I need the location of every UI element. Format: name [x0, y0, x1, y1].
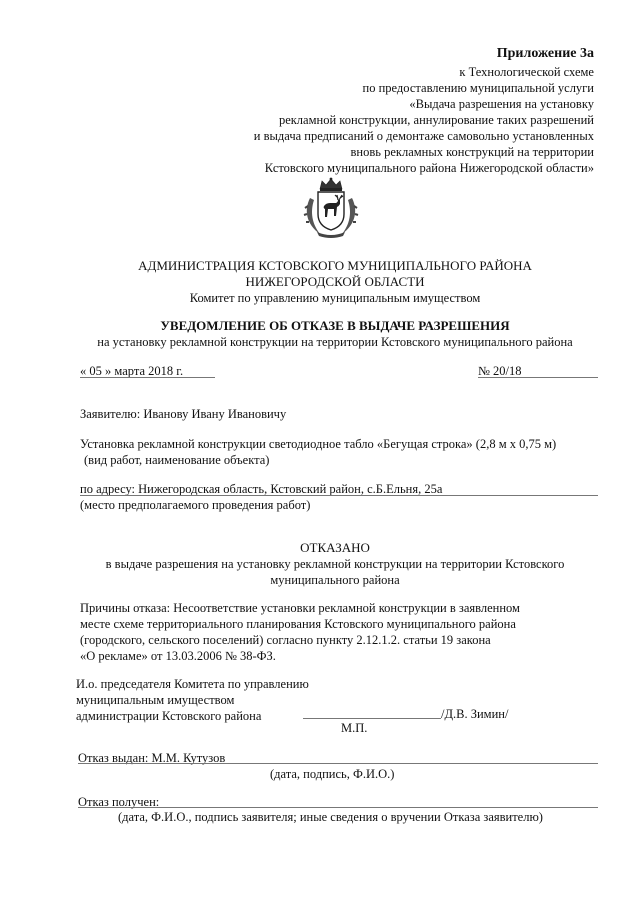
address: по адресу: Нижегородская область, Кстовский район, с.Б.Ельня, 25а [80, 482, 443, 496]
appendix-title: Приложение 3а [496, 46, 594, 61]
appendix-line: вновь рекламных конструкций на территории [350, 145, 594, 159]
address-caption: (место предполагаемого проведения работ) [80, 498, 311, 512]
org-name-line1: АДМИНИСТРАЦИЯ КСТОВСКОГО МУНИЦИПАЛЬНОГО РАЙОНА [138, 258, 532, 273]
notice-date: « 05 » марта 2018 г. [80, 364, 184, 378]
signatory-line: администрации Кстовского района [76, 709, 262, 723]
issued-by: Отказ выдан: М.М. Кутузов [78, 751, 226, 765]
appendix-line: рекламной конструкции, аннулирование таких разрешений [278, 113, 594, 127]
received-by: Отказ получен: [78, 795, 160, 809]
appendix-line: к Технологической схеме [459, 65, 594, 79]
appendix-line: и выдача предписаний о демонтаже самовольно установленных [253, 129, 594, 143]
signature-name: /Д.В. Зимин/ [441, 707, 509, 721]
notice-subtitle: на установку рекламной конструкции на территории Кстовского муниципального района [97, 335, 573, 349]
decision-word: ОТКАЗАНО [300, 540, 370, 555]
decision-line2: муниципального района [270, 573, 400, 587]
reason-line: Причины отказа: Несоответствие установки рекламной конструкции в заявленном [80, 601, 520, 615]
notice-number: № 20/18 [478, 364, 522, 378]
received-underline [78, 807, 598, 808]
org-name-line2: НИЖЕГОРОДСКОЙ ОБЛАСТИ [245, 274, 425, 289]
applicant: Заявителю: Иванову Ивану Ивановичу [80, 407, 287, 421]
date-underline [80, 377, 215, 378]
received-caption: (дата, Ф.И.О., подпись заявителя; иные сведения о вручении Отказа заявителю) [118, 810, 543, 824]
signatory-line: И.о. председателя Комитета по управлению [76, 677, 309, 691]
reason-line: месте схеме территориального планирования Кстовского муниципального района [80, 617, 516, 631]
crown-icon [320, 178, 342, 191]
number-underline [478, 377, 598, 378]
coat-of-arms-icon [300, 176, 362, 238]
address-underline [80, 495, 598, 496]
stamp-placeholder: М.П. [341, 721, 368, 735]
decision-line1: в выдаче разрешения на установку рекламной конструкции на территории Кстовского [105, 557, 565, 571]
signatory-line: муниципальным имуществом [76, 693, 235, 707]
reason-line: «О рекламе» от 13.03.2006 № 38-ФЗ. [80, 649, 276, 663]
signature-line [303, 718, 441, 719]
installation-caption: (вид работ, наименование объекта) [84, 453, 270, 467]
appendix-line: по предоставлению муниципальной услуги [362, 81, 594, 95]
notice-title: УВЕДОМЛЕНИЕ ОБ ОТКАЗЕ В ВЫДАЧЕ РАЗРЕШЕНИЯ [160, 318, 510, 333]
issued-underline [78, 763, 598, 764]
reason-line: (городского, сельского поселений) согласно пункту 2.12.1.2. статьи 19 закона [80, 633, 491, 647]
appendix-line: «Выдача разрешения на установку [409, 97, 594, 111]
issued-caption: (дата, подпись, Ф.И.О.) [270, 767, 395, 781]
installation-description: Установка рекламной конструкции светодиодное табло «Бегущая строка» (2,8 м х 0,75 м) [80, 437, 557, 451]
appendix-line: Кстовского муниципального района Нижегородской области» [264, 161, 594, 175]
committee-name: Комитет по управлению муниципальным имуществом [189, 291, 481, 305]
